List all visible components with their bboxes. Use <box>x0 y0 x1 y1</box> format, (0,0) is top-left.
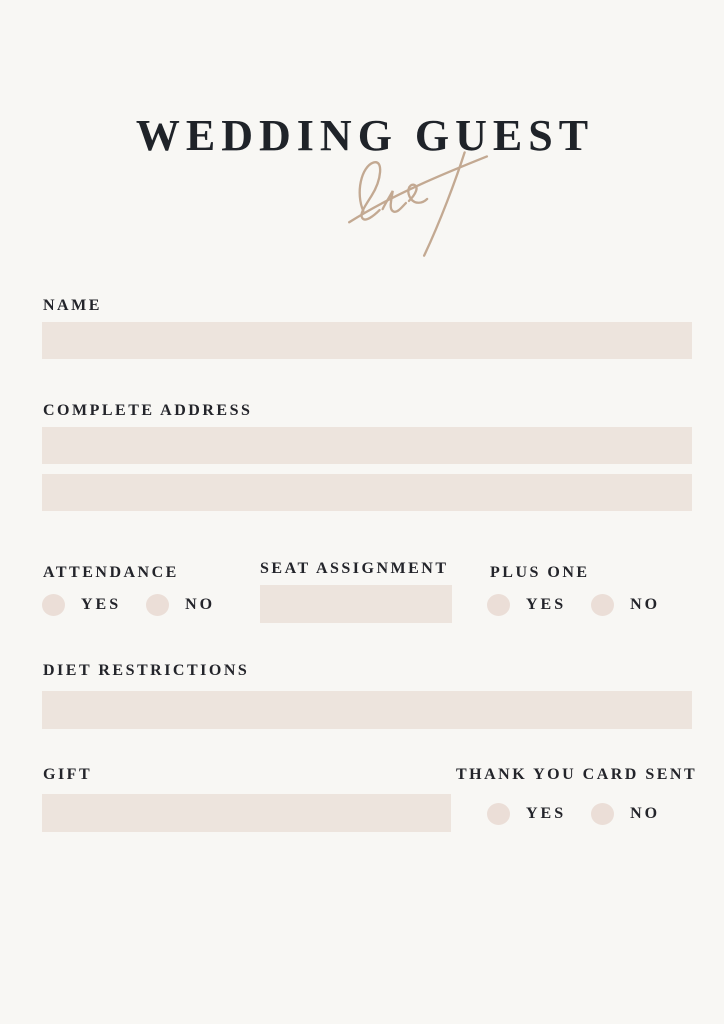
attendance-yes-radio[interactable] <box>42 594 65 616</box>
complete-address-label: COMPLETE ADDRESS <box>43 402 253 419</box>
name-input[interactable] <box>42 322 692 359</box>
diet-restrictions-input[interactable] <box>42 691 692 729</box>
thank-you-no-radio[interactable] <box>591 803 614 825</box>
plus-one-no-label: NO <box>630 596 661 613</box>
diet-restrictions-label: DIET RESTRICTIONS <box>43 662 250 679</box>
name-label: NAME <box>43 297 102 314</box>
thank-you-card-sent-label: THANK YOU CARD SENT <box>456 766 698 783</box>
plus-one-options <box>487 594 660 616</box>
gift-input[interactable] <box>42 794 451 832</box>
seat-assignment-input[interactable] <box>260 585 452 623</box>
plus-one-label: PLUS ONE <box>490 564 590 581</box>
thank-you-yes-label: YES <box>526 805 567 822</box>
attendance-yes-label: YES <box>81 596 122 613</box>
thank-you-no-label: NO <box>630 805 661 822</box>
plus-one-yes-label: YES <box>526 596 567 613</box>
gift-label: GIFT <box>43 766 93 783</box>
address-line1-input[interactable] <box>42 427 692 464</box>
thank-you-card-options <box>487 803 660 825</box>
attendance-no-label: NO <box>185 596 216 613</box>
address-line2-input[interactable] <box>42 474 692 511</box>
thank-you-yes-radio[interactable] <box>487 803 510 825</box>
attendance-no-radio[interactable] <box>146 594 169 616</box>
plus-one-no-radio[interactable] <box>591 594 614 616</box>
plus-one-yes-radio[interactable] <box>487 594 510 616</box>
script-list-overlay-icon <box>333 146 495 258</box>
page-title: WEDDING GUEST <box>135 111 595 160</box>
attendance-options <box>42 594 215 616</box>
seat-assignment-label: SEAT ASSIGNMENT <box>260 560 449 577</box>
attendance-label: ATTENDANCE <box>43 564 179 581</box>
